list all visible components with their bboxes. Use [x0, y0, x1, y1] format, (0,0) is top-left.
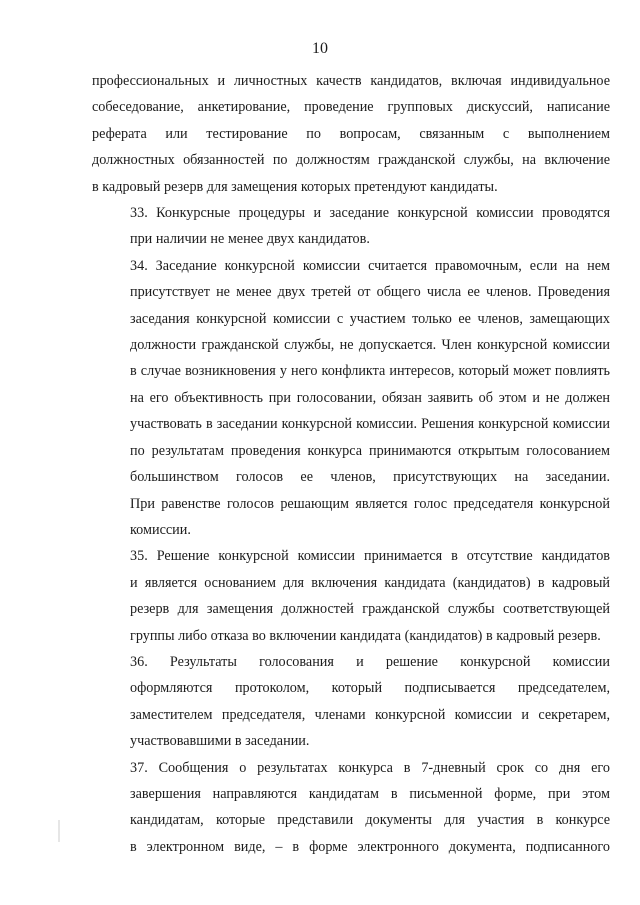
text-line: 37. Сообщения о результатах конкурса в 7-дневный срок со дня его [130, 759, 610, 776]
paragraph-continued [92, 68, 610, 200]
text-line: большинством голосов ее членов, присутствующих на заседании. [130, 469, 610, 486]
text-line: на его объективность при голосовании, обязан заявить об этом и не должен [130, 389, 610, 406]
scan-artifact [58, 820, 60, 842]
text-line: 35. Решение конкурсной комиссии принимается в отсутствие кандидатов [130, 548, 610, 565]
text-line: участвовать в заседании конкурсной комиссии. Решения конкурсной комиссии [130, 416, 610, 433]
text-line: по результатам проведения конкурса принимаются открытым голосованием [130, 442, 610, 459]
page-number: 10 [312, 40, 328, 57]
text-line: реферата или тестирование по вопросам, связанным с выполнением [92, 125, 610, 142]
text-line: должности гражданской службы, не допускается. Член конкурсной комиссии [130, 337, 610, 354]
text-line: комиссии. [130, 521, 191, 538]
text-line: заместителем председателя, членами конкурсной комиссии и секретарем, [130, 706, 610, 723]
paragraph-33 [92, 200, 610, 253]
text-line: при наличии не менее двух кандидатов. [130, 231, 370, 248]
text-line: должностных обязанностей по должностям гражданской службы, на включение [92, 152, 610, 169]
text-line: завершения направляются кандидатам в письменной форме, при этом [130, 785, 610, 802]
text-line: 34. Заседание конкурсной комиссии считается правомочным, если на нем [130, 257, 610, 274]
text-line: При равенстве голосов решающим является голос председателя конкурсной [130, 495, 610, 512]
text-line: в случае возникновения у него конфликта интересов, который может повлиять [130, 363, 610, 380]
paragraph-35 [92, 543, 610, 649]
text-line: в электронном виде, – в форме электронного документа, подписанного [130, 838, 610, 855]
text-line: в кадровый резерв для замещения которых претендуют кандидаты. [92, 178, 498, 195]
text-line: оформляются протоколом, который подписывается председателем, [130, 680, 610, 697]
text-line: резерв для замещения должностей гражданской службы соответствующей [130, 601, 610, 618]
paragraph-36 [92, 649, 610, 755]
text-line: участвовавшими в заседании. [130, 733, 310, 750]
paragraph-34 [92, 253, 610, 543]
text-line: 33. Конкурсные процедуры и заседание конкурсной комиссии проводятся [130, 205, 610, 222]
text-line: профессиональных и личностных качеств кандидатов, включая индивидуальное [92, 73, 610, 89]
document-body [92, 68, 610, 860]
text-line: 36. Результаты голосования и решение конкурсной комиссии [130, 653, 610, 670]
text-line: заседания конкурсной комиссии с участием только ее членов, замещающих [130, 310, 610, 327]
text-line: группы либо отказа во включении кандидата (кандидатов) в кадровый резерв. [130, 627, 601, 644]
text-line: собеседование, анкетирование, проведение групповых дискуссий, написание [92, 99, 610, 116]
text-line: кандидатам, которые представили документы для участия в конкурсе [130, 812, 610, 829]
text-line: и является основанием для включения кандидата (кандидатов) в кадровый [130, 574, 610, 591]
paragraph-37 [92, 755, 610, 861]
text-line: присутствует не менее двух третей от общего числа ее членов. Проведения [130, 284, 610, 301]
